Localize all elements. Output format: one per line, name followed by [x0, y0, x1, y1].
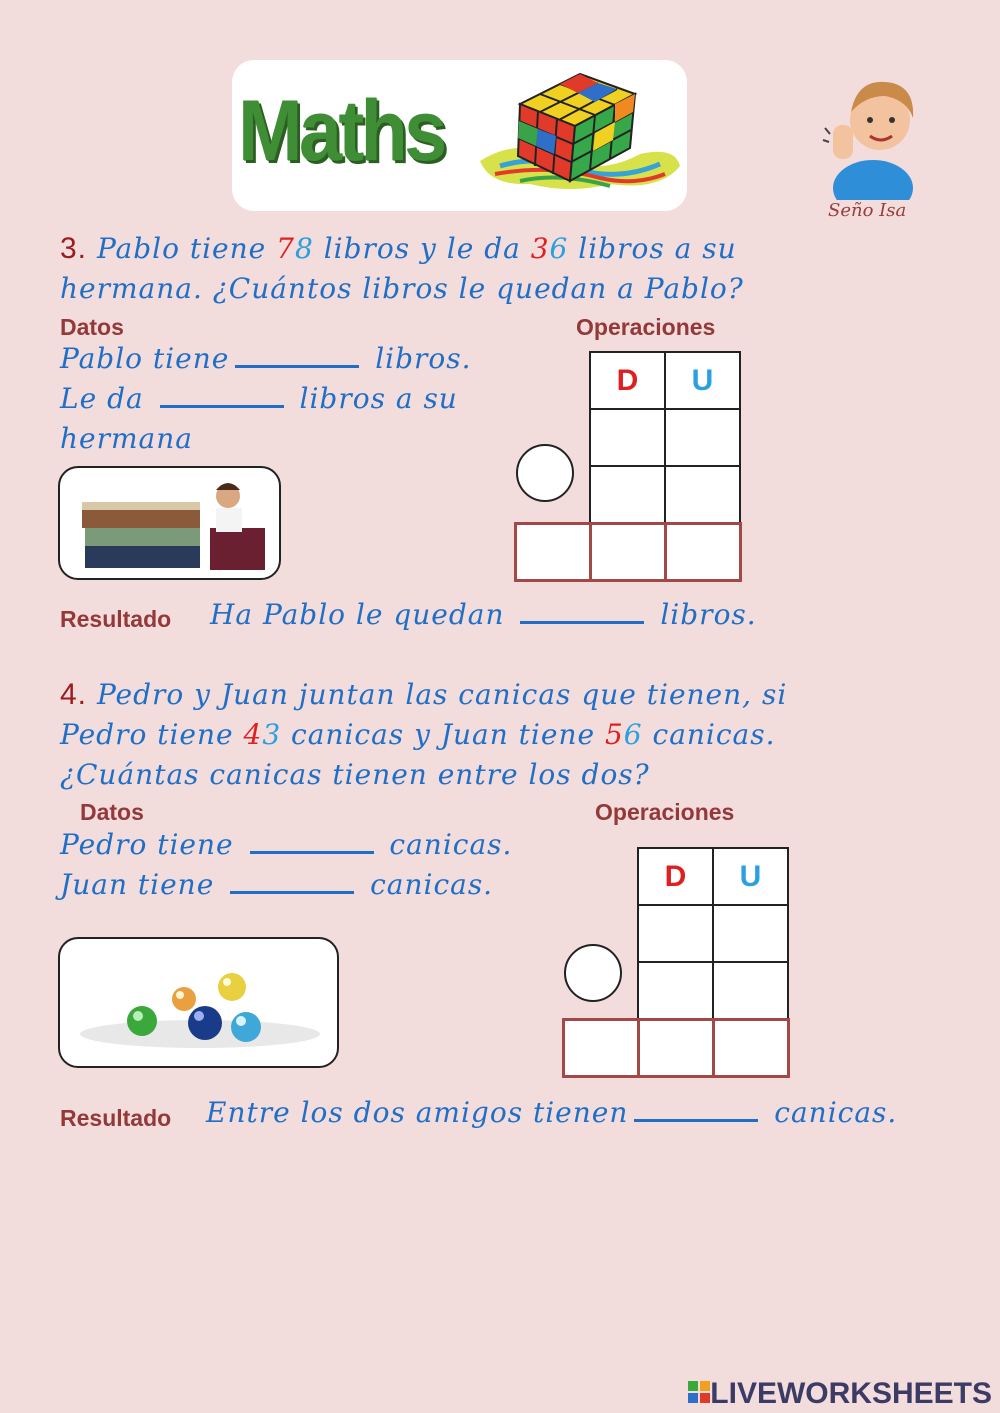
problem3-n2-units: 6: [549, 232, 569, 265]
problem3-dato2: [60, 382, 458, 415]
problem4-resultado-label: Resultado: [60, 1105, 172, 1131]
problem4-dato1: [60, 828, 512, 861]
problem4-line1: [60, 678, 787, 712]
problem4-resultado-text: Entre los dos amigos tienen: [206, 1096, 629, 1129]
problem4-operation-grid: [637, 847, 789, 1020]
rubiks-cube-icon: [460, 66, 685, 196]
problem4-text-c: canicas.: [642, 718, 776, 751]
problem3-dato2-text: Le da: [60, 382, 144, 415]
liveworksheets-icon: [688, 1381, 710, 1405]
problem3-cell-r1-u[interactable]: [665, 409, 740, 466]
problem4-dato2: [60, 868, 493, 901]
problem3-text-b: libros y le da: [313, 232, 531, 265]
problem3-dato1-unit: libros.: [375, 342, 472, 375]
problem3-tens-header: D: [590, 352, 665, 409]
problem3-n1-units: 8: [294, 232, 314, 265]
problem3-result-u[interactable]: [666, 524, 741, 581]
problem4-line3: ¿Cuántas canicas tienen entre los dos?: [60, 758, 650, 791]
problem4-cell-r1-d[interactable]: [638, 905, 713, 962]
problem4-datos-label: Datos: [80, 799, 144, 825]
problem3-resultado-unit: libros.: [660, 598, 757, 631]
problem4-dato2-unit: canicas.: [370, 868, 494, 901]
problem3-operaciones-label: Operaciones: [576, 314, 716, 340]
problem3-dato1-text: Pablo tiene: [60, 342, 230, 375]
problem4-pedro-blank[interactable]: [250, 836, 374, 854]
problem4-operaciones-label: Operaciones: [595, 799, 735, 825]
problem4-carry-circle[interactable]: [564, 944, 622, 1002]
problem3-line2: hermana. ¿Cuántos libros le quedan a Pablo?: [60, 272, 744, 305]
problem3-n1-tens: 7: [276, 232, 295, 265]
problem3-dato3: hermana: [60, 422, 193, 455]
maths-logo-text: Maths: [238, 83, 444, 179]
problem3-da-blank[interactable]: [160, 390, 284, 408]
problem3-text-a: Pablo tiene: [96, 232, 277, 265]
problem4-dato2-text: Juan tiene: [60, 868, 215, 901]
problem4-line2: [60, 718, 776, 751]
problem3-number: 3.: [60, 232, 88, 265]
problem4-text-b: canicas y Juan tiene: [281, 718, 605, 751]
problem4-text-1: Pedro y Juan juntan las canicas que tienen, si: [96, 678, 788, 711]
problem4-tens-header: D: [638, 848, 713, 905]
problem3-cell-r1-d[interactable]: [590, 409, 665, 466]
problem3-result-c[interactable]: [516, 524, 591, 581]
problem3-units-header: U: [665, 352, 740, 409]
problem3-resultado-label: Resultado: [60, 606, 172, 632]
problem4-units-header: U: [713, 848, 788, 905]
problem4-resultado-unit: canicas.: [774, 1096, 898, 1129]
problem3-dato1: [60, 342, 472, 375]
problem3-cell-r2-u[interactable]: [665, 466, 740, 523]
problem4-result-c[interactable]: [564, 1020, 639, 1077]
problem4-cell-r2-u[interactable]: [713, 962, 788, 1019]
problem4-n1-tens: 4: [243, 718, 263, 751]
problem3-pablo-blank[interactable]: [235, 350, 359, 368]
problem4-resultado-blank[interactable]: [634, 1104, 758, 1122]
problem4-text-a: Pedro tiene: [60, 718, 244, 751]
problem3-result-d[interactable]: [591, 524, 666, 581]
problem4-cell-r1-u[interactable]: [713, 905, 788, 962]
problem3-carry-circle[interactable]: [516, 444, 574, 502]
teacher-caption: Seño Isa: [828, 200, 907, 221]
liveworksheets-logo: [688, 1377, 992, 1411]
marbles-image: [58, 937, 339, 1068]
problem3-text-c: libros a su: [568, 232, 737, 265]
problem4-n2-tens: 5: [604, 718, 624, 751]
problem4-dato1-unit: canicas.: [389, 828, 513, 861]
problem3-line1: [60, 232, 737, 266]
problem3-resultado: [210, 598, 757, 631]
problem3-resultado-blank[interactable]: [520, 606, 644, 624]
problem4-number: 4.: [60, 678, 88, 711]
problem3-dato2-unit: libros a su: [299, 382, 458, 415]
problem3-operation-grid: [589, 351, 741, 524]
problem4-n1-units: 3: [262, 718, 282, 751]
problem3-datos-label: Datos: [60, 314, 124, 340]
problem4-n2-units: 6: [623, 718, 643, 751]
problem4-result-row: [562, 1018, 790, 1078]
problem4-resultado: [206, 1096, 897, 1129]
problem4-result-d[interactable]: [639, 1020, 714, 1077]
liveworksheets-text: LIVEWORKSHEETS: [710, 1377, 992, 1410]
problem4-result-u[interactable]: [714, 1020, 789, 1077]
problem4-juan-blank[interactable]: [230, 876, 354, 894]
problem3-result-row: [514, 522, 742, 582]
problem4-cell-r2-d[interactable]: [638, 962, 713, 1019]
teacher-avatar: [815, 70, 925, 200]
problem4-dato1-text: Pedro tiene: [60, 828, 234, 861]
problem3-n2-tens: 3: [530, 232, 550, 265]
problem3-resultado-text: Ha Pablo le quedan: [210, 598, 505, 631]
books-image: [58, 466, 281, 580]
problem3-cell-r2-d[interactable]: [590, 466, 665, 523]
